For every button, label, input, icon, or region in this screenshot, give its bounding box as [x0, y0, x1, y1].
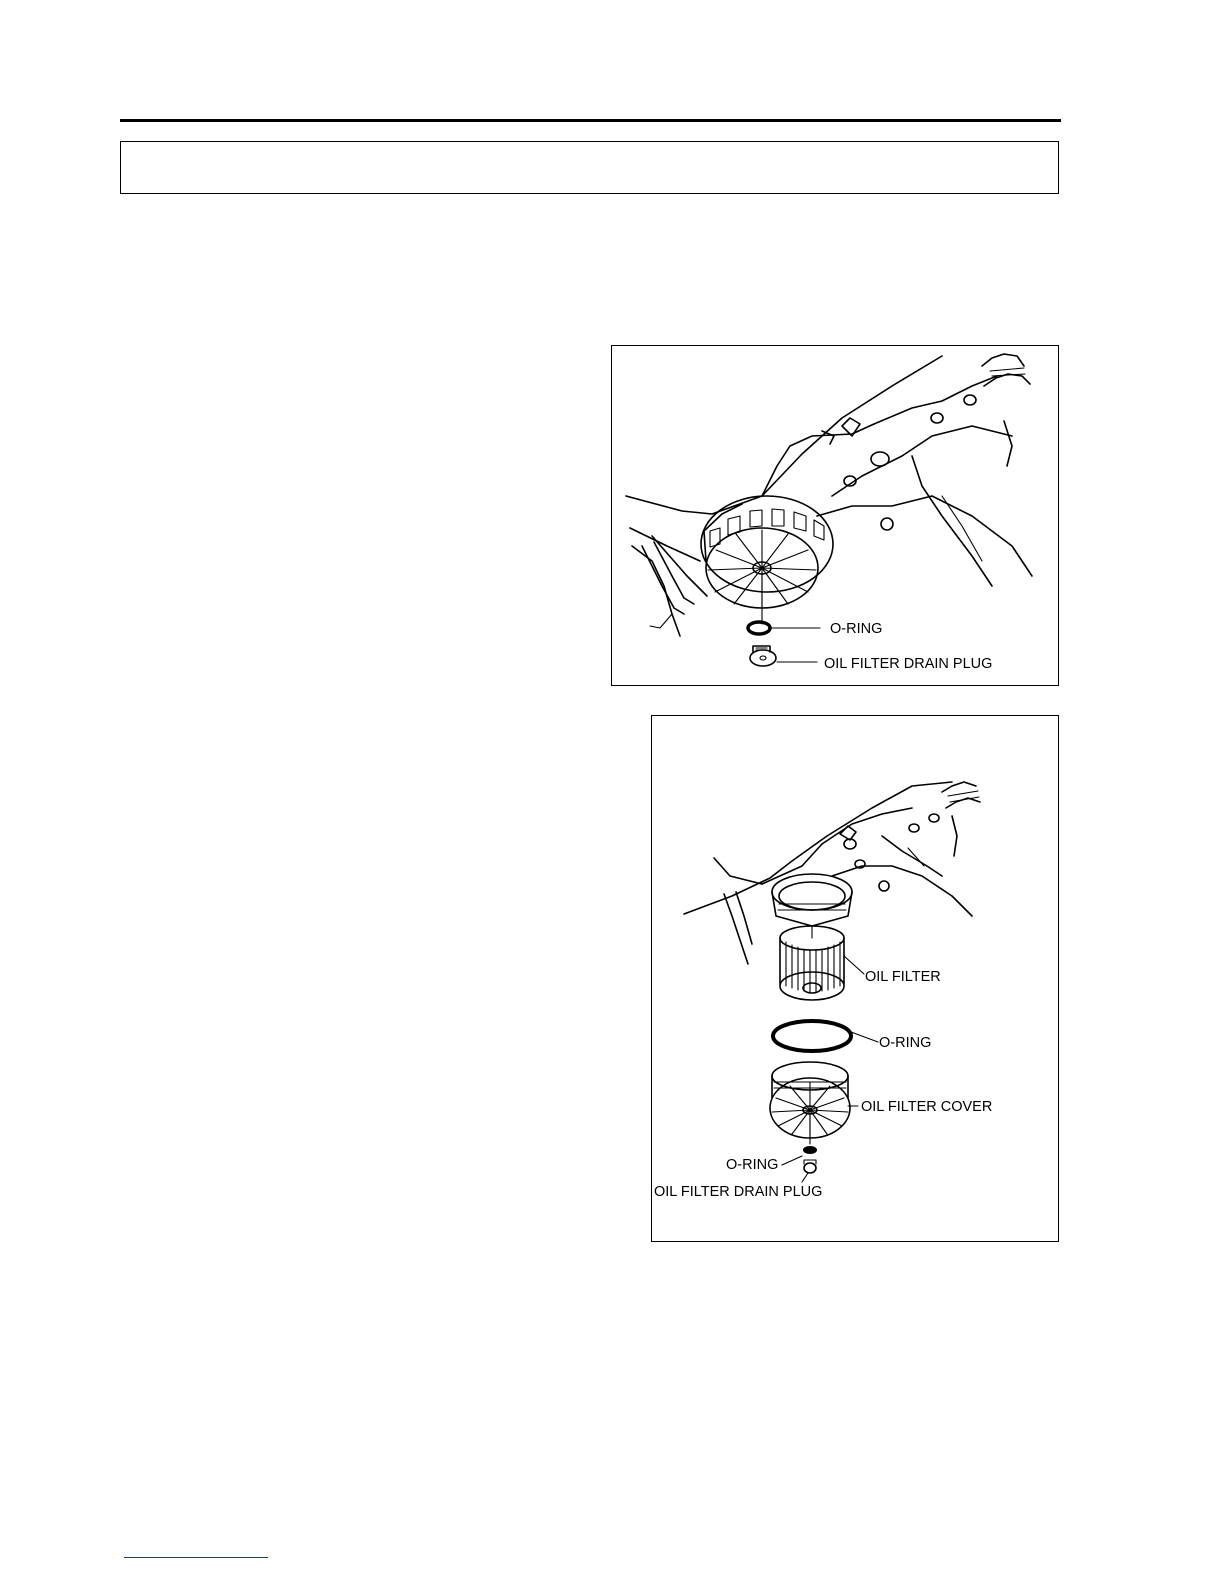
label-oil-filter-cover: OIL FILTER COVER	[861, 1099, 993, 1115]
label-o-ring-large: O-RING	[879, 1035, 932, 1051]
header-box	[120, 141, 1059, 194]
label-oil-filter-drain-plug: OIL FILTER DRAIN PLUG	[824, 656, 993, 672]
top-rule	[120, 119, 1061, 122]
label-o-ring-small: O-RING	[726, 1157, 779, 1173]
label-oil-filter: OIL FILTER	[865, 969, 941, 985]
label-o-ring: O-RING	[830, 621, 883, 637]
figure-oil-filter-exploded-view	[651, 715, 1059, 1242]
footer-link-underline[interactable]	[124, 1557, 268, 1558]
figure2-illustration	[652, 716, 1060, 1243]
label-oil-filter-drain-plug: OIL FILTER DRAIN PLUG	[654, 1184, 823, 1200]
figure-oil-filter-cover-installed	[611, 345, 1059, 686]
figure1-illustration	[612, 346, 1060, 687]
